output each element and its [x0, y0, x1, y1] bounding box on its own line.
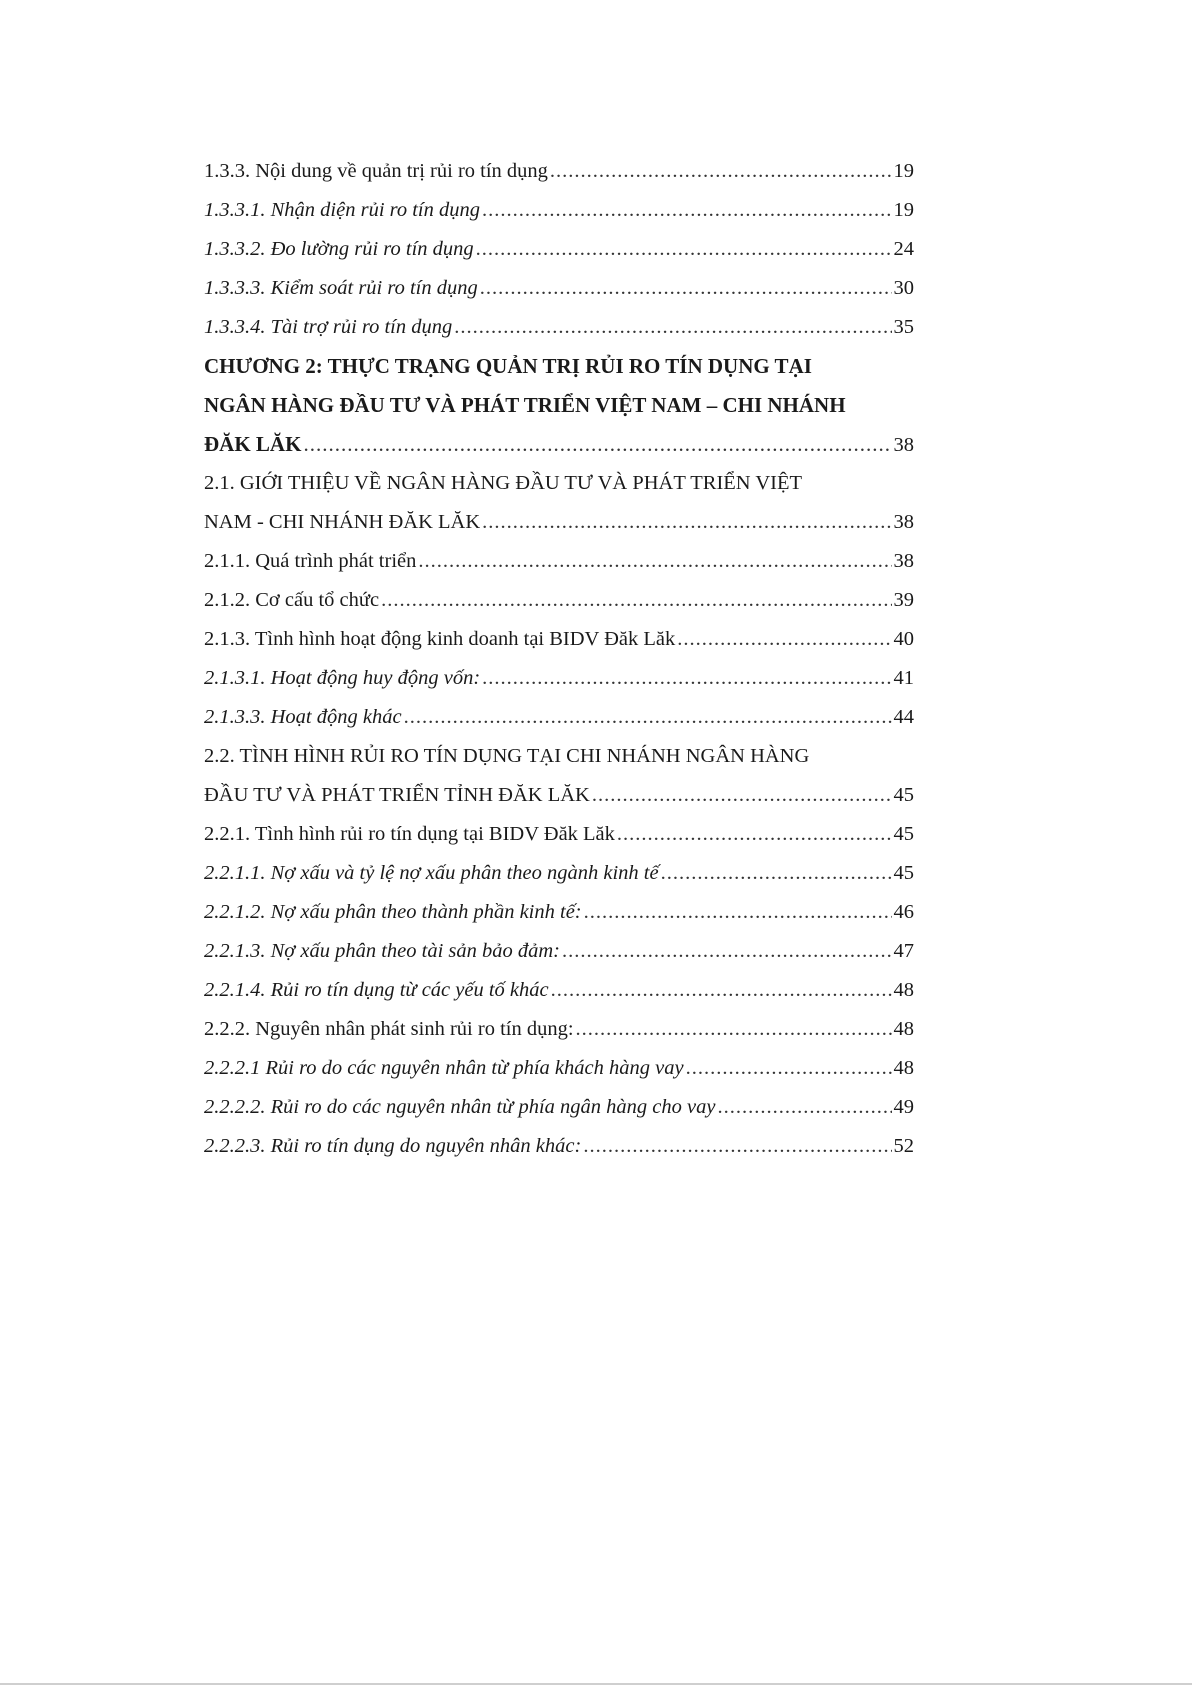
toc-entry-title: 2.2.1.1. Nợ xấu và tỷ lệ nợ xấu phân theo ngành kinh tế: [204, 862, 659, 884]
dot-leader: [476, 230, 892, 269]
toc-entry: [204, 620, 914, 659]
chapter-heading-title: ĐĂK LĂK: [204, 432, 302, 456]
toc-entry-title: 2.1.3.1. Hoạt động huy động vốn:: [204, 667, 481, 689]
toc-entry-title: 1.3.3.2. Đo lường rủi ro tín dụng: [204, 238, 474, 260]
section-heading: [204, 737, 914, 815]
toc-entry-title: 2.2.2.1 Rủi ro do các nguyên nhân từ phía khách hàng vay: [204, 1057, 684, 1079]
section-heading-line: 2.1. GIỚI THIỆU VỀ NGÂN HÀNG ĐẦU TƯ VÀ PHÁT TRIỂN VIỆT: [204, 472, 803, 494]
toc-entry-title: 2.2.1.4. Rủi ro tín dụng từ các yếu tố khác: [204, 979, 549, 1001]
dot-leader: [617, 815, 892, 854]
toc-entry-title: 2.2.1.3. Nợ xấu phân theo tài sản bảo đảm:: [204, 940, 561, 962]
dot-leader: [550, 152, 892, 191]
toc-entry-title: 2.2.2. Nguyên nhân phát sinh rủi ro tín dụng:: [204, 1018, 574, 1040]
dot-leader: [562, 932, 891, 971]
toc-entry-page: 49: [893, 1096, 914, 1118]
toc-entry-page: 48: [893, 1018, 914, 1040]
toc-entry-page: 48: [893, 979, 914, 1001]
toc-entry-page: 40: [893, 628, 914, 650]
toc-entry-page: 24: [893, 238, 914, 260]
toc-entry-title: 2.2.1. Tình hình rủi ro tín dụng tại BIDV Đăk Lăk: [204, 823, 615, 845]
dot-leader: [482, 659, 891, 698]
toc-entry-page: 30: [893, 277, 914, 299]
dot-leader: [717, 1088, 891, 1127]
toc-entry: [204, 152, 914, 191]
chapter-heading-line: CHƯƠNG 2: THỰC TRẠNG QUẢN TRỊ RỦI RO TÍN DỤNG TẠI: [204, 354, 812, 378]
toc-entry: [204, 191, 914, 230]
toc-entry-page: 41: [893, 667, 914, 689]
toc-entry-page: 52: [893, 1135, 914, 1157]
dot-leader: [404, 698, 892, 737]
toc-entry-page: 19: [893, 199, 914, 221]
toc-entry-page: 39: [893, 589, 914, 611]
toc-entry: [204, 659, 914, 698]
toc-entry-title: 2.1.3. Tình hình hoạt động kinh doanh tại BIDV Đăk Lăk: [204, 628, 676, 650]
toc-entry: [204, 815, 914, 854]
toc-entry: [204, 854, 914, 893]
section-heading-title: NAM - CHI NHÁNH ĐĂK LĂK: [204, 511, 481, 533]
toc-entry: [204, 893, 914, 932]
toc-entry-title: 1.3.3.1. Nhận diện rủi ro tín dụng: [204, 199, 480, 221]
chapter-heading-page: 38: [893, 434, 914, 456]
toc-entry-page: 47: [893, 940, 914, 962]
toc-entry-title: 1.3.3.3. Kiểm soát rủi ro tín dụng: [204, 277, 478, 299]
dot-leader: [482, 503, 891, 542]
toc-entry-title: 2.2.1.2. Nợ xấu phân theo thành phần kinh tế:: [204, 901, 582, 923]
section-heading-page: 38: [893, 511, 914, 533]
toc-entry: [204, 269, 914, 308]
toc-entry-title: 1.3.3.4. Tài trợ rủi ro tín dụng: [204, 316, 453, 338]
toc-entry-page: 45: [893, 823, 914, 845]
dot-leader: [583, 1127, 891, 1166]
dot-leader: [592, 776, 892, 815]
toc-entry-page: 35: [893, 316, 914, 338]
toc-entry-title: 2.1.1. Quá trình phát triển: [204, 550, 417, 572]
chapter-heading-line: NGÂN HÀNG ĐẦU TƯ VÀ PHÁT TRIỂN VIỆT NAM – CHI NHÁNH: [204, 393, 846, 417]
toc-entry-page: 45: [893, 862, 914, 884]
dot-leader: [480, 269, 892, 308]
dot-leader: [677, 620, 891, 659]
dot-leader: [576, 1010, 892, 1049]
toc-entry: [204, 1088, 914, 1127]
dot-leader: [482, 191, 892, 230]
section-heading-line: 2.2. TÌNH HÌNH RỦI RO TÍN DỤNG TẠI CHI NHÁNH NGÂN HÀNG: [204, 745, 810, 767]
toc-entry-title: 2.2.2.2. Rủi ro do các nguyên nhân từ phía ngân hàng cho vay: [204, 1096, 716, 1118]
toc-entry-title: 1.3.3. Nội dung về quản trị rủi ro tín dụng: [204, 160, 548, 182]
chapter-heading: [204, 347, 914, 464]
toc-entry: [204, 308, 914, 347]
toc-entry: [204, 932, 914, 971]
dot-leader: [686, 1049, 892, 1088]
section-heading: [204, 464, 914, 542]
toc-entry: [204, 971, 914, 1010]
toc-entry-title: 2.2.2.3. Rủi ro tín dụng do nguyên nhân khác:: [204, 1135, 582, 1157]
dot-leader: [551, 971, 892, 1010]
toc-entry: [204, 1127, 914, 1166]
table-of-contents: [204, 152, 914, 1166]
toc-entry: [204, 230, 914, 269]
section-heading-last-line: [204, 503, 914, 542]
dot-leader: [584, 893, 892, 932]
toc-entry-page: 46: [893, 901, 914, 923]
dot-leader: [454, 308, 891, 347]
dot-leader: [418, 542, 891, 581]
chapter-heading-last-line: [204, 425, 914, 464]
section-heading-page: 45: [893, 784, 914, 806]
toc-entry-page: 19: [893, 160, 914, 182]
toc-entry-page: 38: [893, 550, 914, 572]
toc-entry: [204, 542, 914, 581]
toc-entry-page: 48: [893, 1057, 914, 1079]
section-heading-title: ĐẦU TƯ VÀ PHÁT TRIỂN TỈNH ĐĂK LĂK: [204, 784, 590, 806]
toc-entry: [204, 1049, 914, 1088]
dot-leader: [661, 854, 892, 893]
toc-entry: [204, 698, 914, 737]
toc-entry-page: 44: [893, 706, 914, 728]
section-heading-last-line: [204, 776, 914, 815]
toc-entry-title: 2.1.3.3. Hoạt động khác: [204, 706, 402, 728]
dot-leader: [303, 425, 891, 464]
toc-entry-title: 2.1.2. Cơ cấu tổ chức: [204, 589, 380, 611]
toc-entry: [204, 1010, 914, 1049]
toc-entry: [204, 581, 914, 620]
dot-leader: [381, 581, 891, 620]
